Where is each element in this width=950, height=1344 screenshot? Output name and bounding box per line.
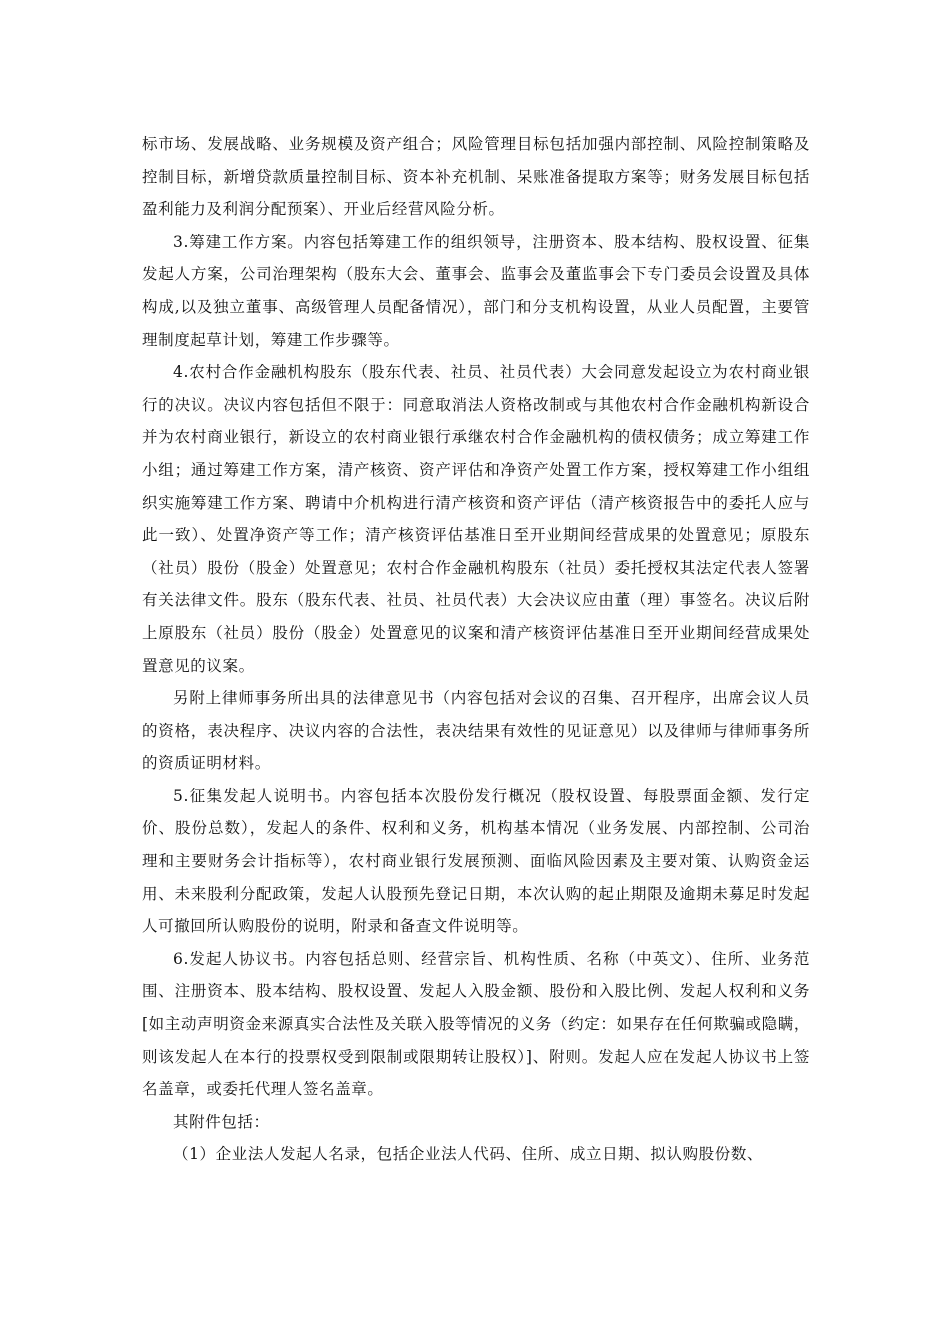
paragraph-item-3: 3.筹建工作方案。内容包括筹建工作的组织领导，注册资本、股本结构、股权设置、征集发起人方案，公司治理架构（股东大会、董事会、监事会及董监事会下专门委员会设置及具体构成,以及独立董事、高级管理人员配备情况），部门和分支机构设置，从业人员配置，主要管理制度起草计划，筹建工作步骤等。 [142,232,810,349]
paragraph-item-5: 5.征集发起人说明书。内容包括本次股份发行概况（股权设置、每股票面金额、发行定价、股份总数），发起人的条件、权利和义务，机构基本情况（业务发展、内部控制、公司治理和主要财务会计指标等），农村商业银行发展预测、面临风险因素及主要对策、认购资金运用、未来股利分配政策，发起人认股预先登记日期，本次认购的起止期限及逾期未募足时发起人可撤回所认购股份的说明，附录和备查文件说明等。 [142,786,810,936]
paragraph-attachment-1: （1）企业法人发起人名录，包括企业法人代码、住所、成立日期、拟认购股份数、 [173,1145,764,1164]
paragraph-lawyer-opinion: 另附上律师事务所出具的法律意见书（内容包括对会议的召集、召开程序，出席会议人员的资格，表决程序、决议内容的合法性，表决结果有效性的见证意见）以及律师与律师事务所的资质证明材料。 [142,689,810,773]
paragraph-item-6: 6.发起人协议书。内容包括总则、经营宗旨、机构性质、名称（中英文）、住所、业务范围、注册资本、股本结构、股权设置、发起人入股金额、股份和入股比例、发起人权利和义务[如主动声明资金来源真实合法性及关联入股等情况的义务（约定：如果存在任何欺骗或隐瞒，则该发起人在本行的投票权受到限制或限期转让股权）]、附则。发起人应在发起人协议书上签名盖章，或委托代理人签名盖章。 [142,949,810,1099]
paragraph-item-4: 4.农村合作金融机构股东（股东代表、社员、社员代表）大会同意发起设立为农村商业银行的决议。决议内容包括但不限于：同意取消法人资格改制或与其他农村合作金融机构新设合并为农村商业银行，新设立的农村商业银行承继农村合作金融机构的债权债务；成立筹建工作小组；通过筹建工作方案，清产核资、资产评估和净资产处置工作方案，授权筹建工作小组组织实施筹建工作方案、聘请中介机构进行清产核资和资产评估（清产核资报告中的委托人应与此一致）、处置净资产等工作；清产核资评估基准日至开业期间经营成果的处置意见；原股东（社员）股份（股金）处置意见；农村合作金融机构股东（社员）委托授权其法定代表人签署有关法律文件。股东（股东代表、社员、社员代表）大会决议应由董（理）事签名。决议后附上原股东（社员）股份（股金）处置意见的议案和清产核资评估基准日至开业期间经营成果处置意见的议案。 [142,363,810,675]
paragraph-attachments-intro: 其附件包括： [173,1112,270,1131]
paragraph-continuation: 标市场、发展战略、业务规模及资产组合；风险管理目标包括加强内部控制、风险控制策略及控制目标，新增贷款质量控制目标、资本补充机制、呆账准备提取方案等；财务发展目标包括盈利能力及利润分配预案）、开业后经营风险分析。 [142,135,810,219]
document-body [142,128,810,1171]
